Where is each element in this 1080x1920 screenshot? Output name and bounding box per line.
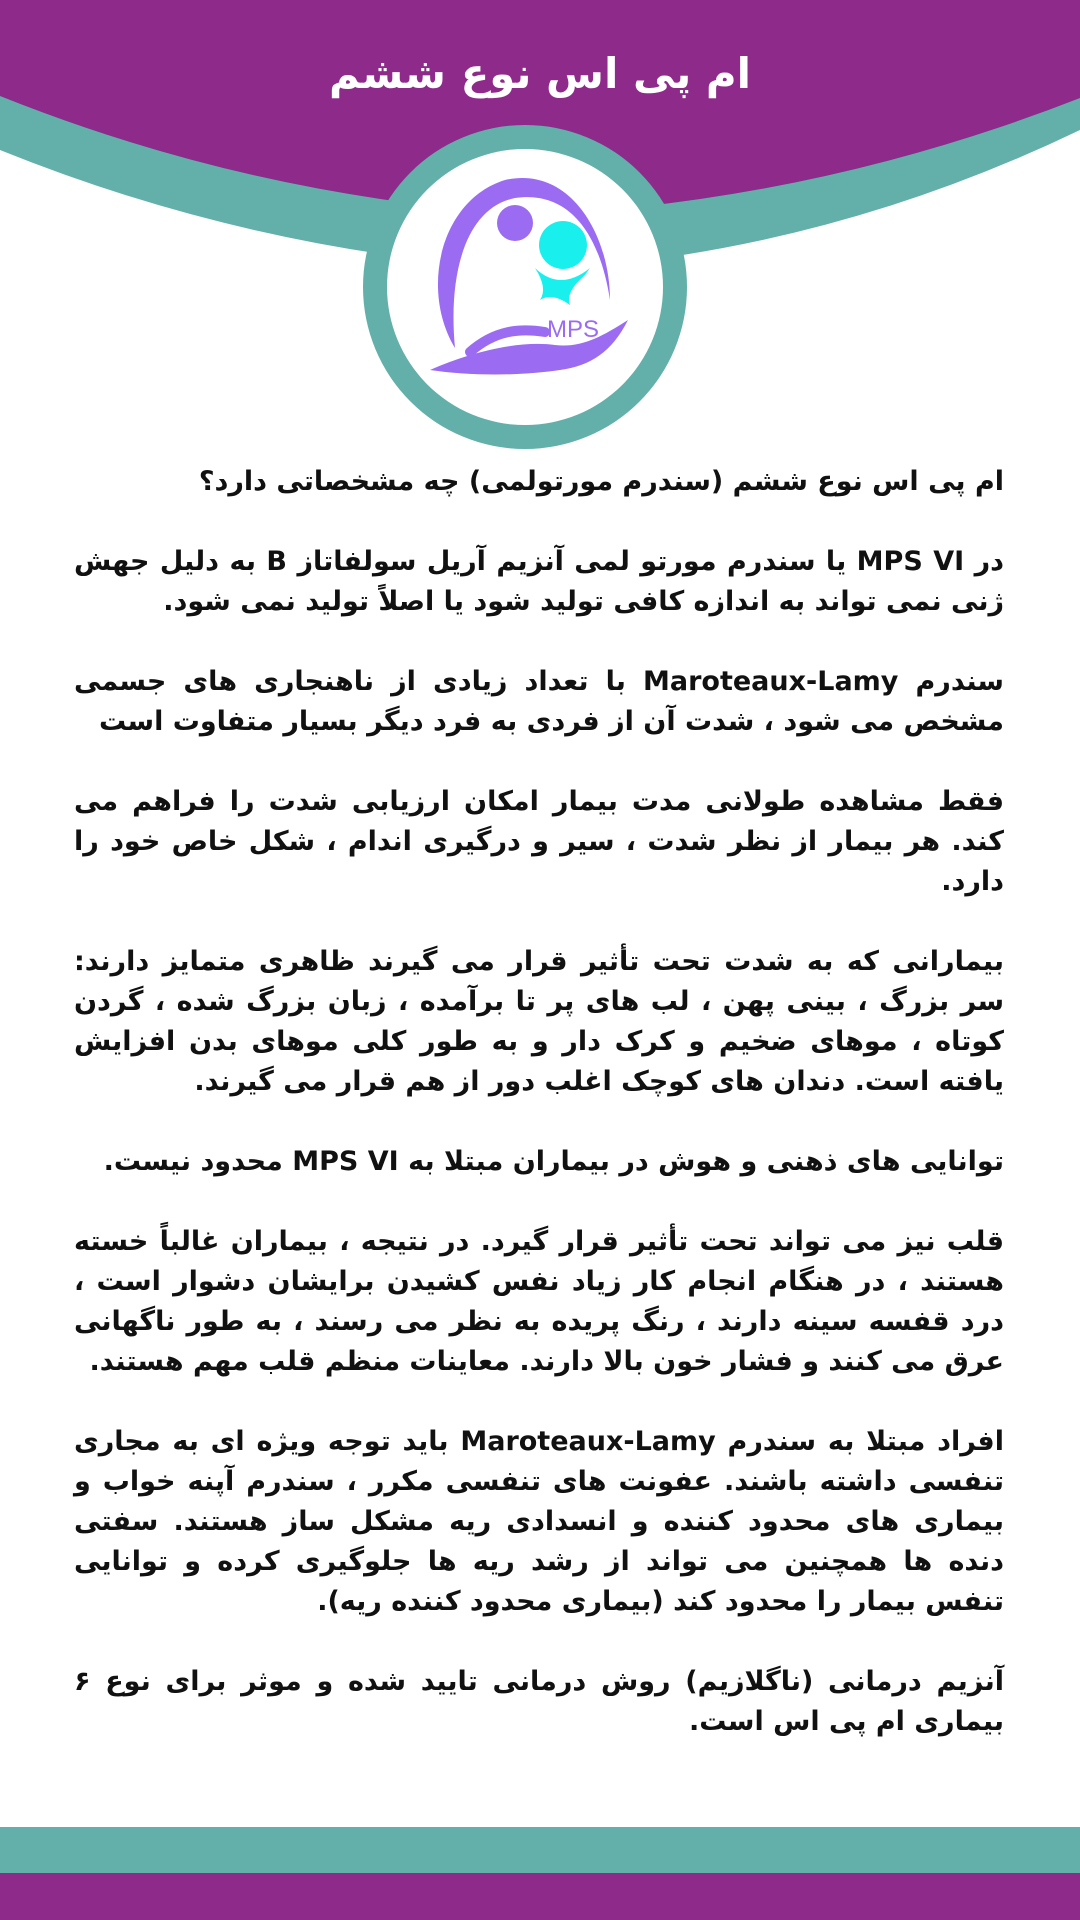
paragraph-heart: قلب نیز می تواند تحت تأثیر قرار گیرد. در نتیجه ، بیماران غالباً خسته هستند ، در هنگام انجام کار زیاد نفس کشیدن برایشان دشوار است ، درد قفسه سینه دارند ، رنگ پریده به نظر می رسند ، به طور ناگهانی عرق می کنند و فشار خون بالا دارند. معاینات منظم قلب مهم هستند. (74, 1226, 1004, 1377)
mps-logo-text: MPS (546, 316, 600, 343)
footer-teal-band (0, 1827, 1080, 1873)
article-body (74, 462, 1004, 1782)
paragraph-severity-observation: فقط مشاهده طولانی مدت بیمار امکان ارزیابی شدت را فراهم می کند. هر بیمار از نظر شدت ، سیر و درگیری اندام ، شکل خاص خود را دارد. (74, 786, 1004, 897)
article-heading: ام پی اس نوع ششم (سندرم مورتولمی) چه مشخصاتی دارد؟ (198, 466, 1004, 497)
page-title: ام پی اس نوع ششم (328, 49, 752, 98)
paragraph-appearance: بیمارانی که به شدت تحت تأثیر قرار می گیرند ظاهری متمایز دارند: سر بزرگ ، بینی پهن ، لب های پر تا برآمده ، زبان بزرگ شده ، گردن کوتاه ، موهای ضخیم و کرک دار و به طور کلی موهای بدن افزایش یافته است. دندان های کوچک اغلب دور از هم قرار می گیرند. (74, 946, 1004, 1097)
footer-purple-band (0, 1873, 1080, 1920)
paragraph-enzyme-therapy: آنزیم درمانی (ناگلازیم) روش درمانی تایید شده و موثر برای نوع ۶ بیماری ام پی اس است. (74, 1666, 1004, 1737)
paragraph-physical-abnormalities: سندرم Maroteaux-Lamy با تعداد زیادی از ناهنجاری های جسمی مشخص می شود ، شدت آن از فردی به فرد دیگر بسیار متفاوت است (74, 666, 1004, 737)
mps-logo (363, 125, 687, 449)
paragraph-respiratory: افراد مبتلا به سندرم Maroteaux-Lamy باید توجه ویژه ای به مجاری تنفسی داشته باشند. عفونت های تنفسی مکرر ، سندرم آپنه خواب و بیماری های محدود کننده و انسدادی ریه مشکل ساز هستند. سفتی دنده ها همچنین می تواند از رشد ریه ها جلوگیری کرده و توانایی تنفس بیمار را محدود کند (بیماری محدود کننده ریه). (74, 1426, 1004, 1617)
paragraph-mental-ability: توانایی های ذهنی و هوش در بیماران مبتلا به MPS VI محدود نیست. (103, 1146, 1004, 1177)
paragraph-enzyme-deficiency: در MPS VI یا سندرم مورتو لمی آنزیم آریل سولفاتاز B به دلیل جهش ژنی نمی تواند به اندازه کافی تولید شود یا اصلاً تولید نمی شود. (74, 546, 1004, 617)
